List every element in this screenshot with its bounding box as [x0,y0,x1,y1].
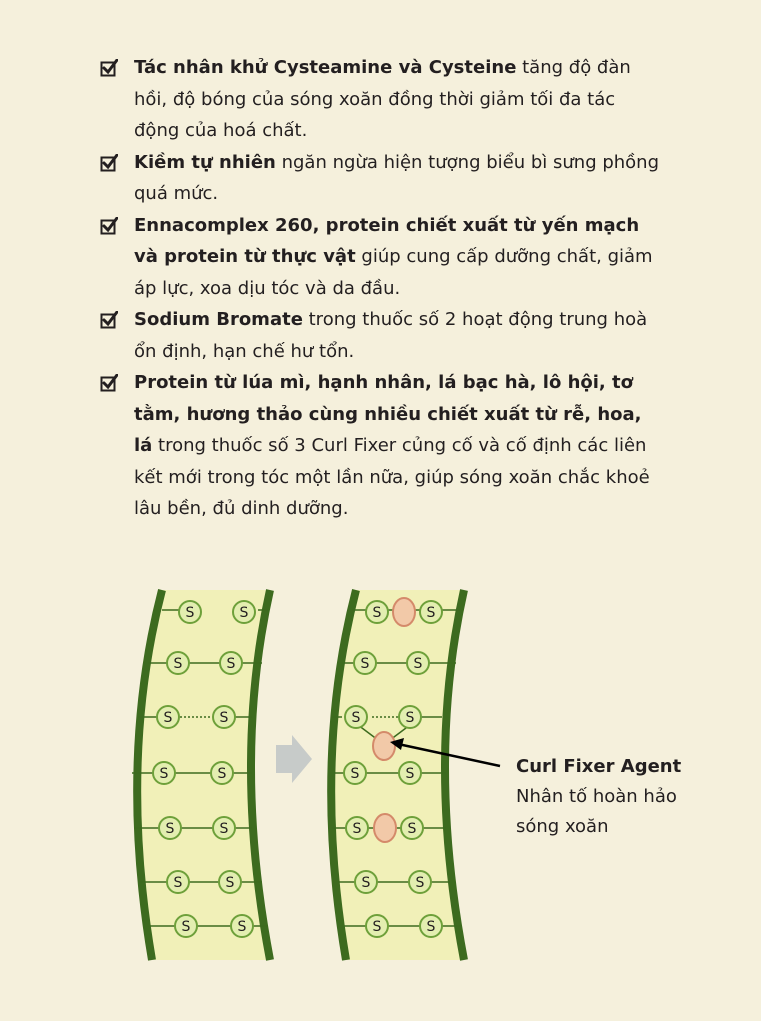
svg-text:S: S [163,710,173,726]
svg-text:S: S [173,656,183,672]
svg-text:S: S [185,605,195,621]
list-item [100,210,660,305]
svg-text:S: S [219,710,229,726]
svg-text:S: S [361,875,371,891]
list-item [100,147,660,210]
list-item [100,367,660,525]
svg-text:S: S [415,875,425,891]
item-text: giúp cung cấp dưỡng chất, giảm áp lực, xoa dịu tóc và da đầu. [134,246,653,299]
svg-text:S: S [350,766,360,782]
svg-text:S: S [159,766,169,782]
svg-text:S: S [426,605,436,621]
checked-box-icon [100,59,118,77]
item-bold: Sodium Bromate [134,309,303,330]
svg-text:S: S [173,875,183,891]
svg-text:S: S [372,919,382,935]
checked-box-icon [100,311,118,329]
diagram-caption [516,752,681,842]
item-bold: Kiềm tự nhiên [134,151,276,173]
svg-text:S: S [219,821,229,837]
svg-text:S: S [407,821,417,837]
caption-title: Curl Fixer Agent [516,756,682,777]
svg-text:S: S [237,919,247,935]
checked-box-icon [100,154,118,172]
svg-text:S: S [405,766,415,782]
list-item [100,52,660,147]
item-text: tăng độ đàn hồi, độ bóng của sóng xoăn đồng thời giảm tối đa tác động của hoá chất. [134,57,631,141]
item-text: trong thuốc số 2 hoạt động trung hoà ổn định, hạn chế hư tổn. [134,309,648,362]
svg-text:S: S [426,919,436,935]
svg-text:S: S [225,875,235,891]
item-bold: Protein từ lúa mì, hạnh nhân, lá bạc hà, lô hội, tơ tằm, hương thảo cùng nhiều chiết xuất từ rễ, hoa, lá [134,372,642,456]
arrow-icon [276,735,312,783]
svg-text:S: S [413,656,423,672]
checked-box-icon [100,217,118,235]
svg-text:S: S [405,710,415,726]
svg-text:S: S [181,919,191,935]
svg-text:S: S [352,821,362,837]
item-text: trong thuốc số 3 Curl Fixer củng cố và cố định các liên kết mới trong tóc một lần nữa, giúp sóng xoăn chắc khoẻ lâu bền, đủ dinh dưỡng. [134,435,650,519]
item-bold: Ennacomplex 260, protein chiết xuất từ yến mạch và protein từ thực vật [134,214,640,267]
caption-line: sóng xoăn [516,816,609,837]
svg-text:S: S [360,656,370,672]
caption-line: Nhân tố hoàn hảo [516,786,677,807]
list-item [100,304,660,367]
svg-text:S: S [372,605,382,621]
ingredient-list [100,52,660,525]
item-text: ngăn ngừa hiện tượng biểu bì sưng phồng quá mức. [134,151,660,204]
svg-text:S: S [351,710,361,726]
svg-text:S: S [226,656,236,672]
item-bold: Tác nhân khử Cysteamine và Cysteine [134,57,517,78]
checked-box-icon [100,374,118,392]
svg-text:S: S [217,766,227,782]
svg-text:S: S [239,605,249,621]
svg-text:S: S [165,821,175,837]
